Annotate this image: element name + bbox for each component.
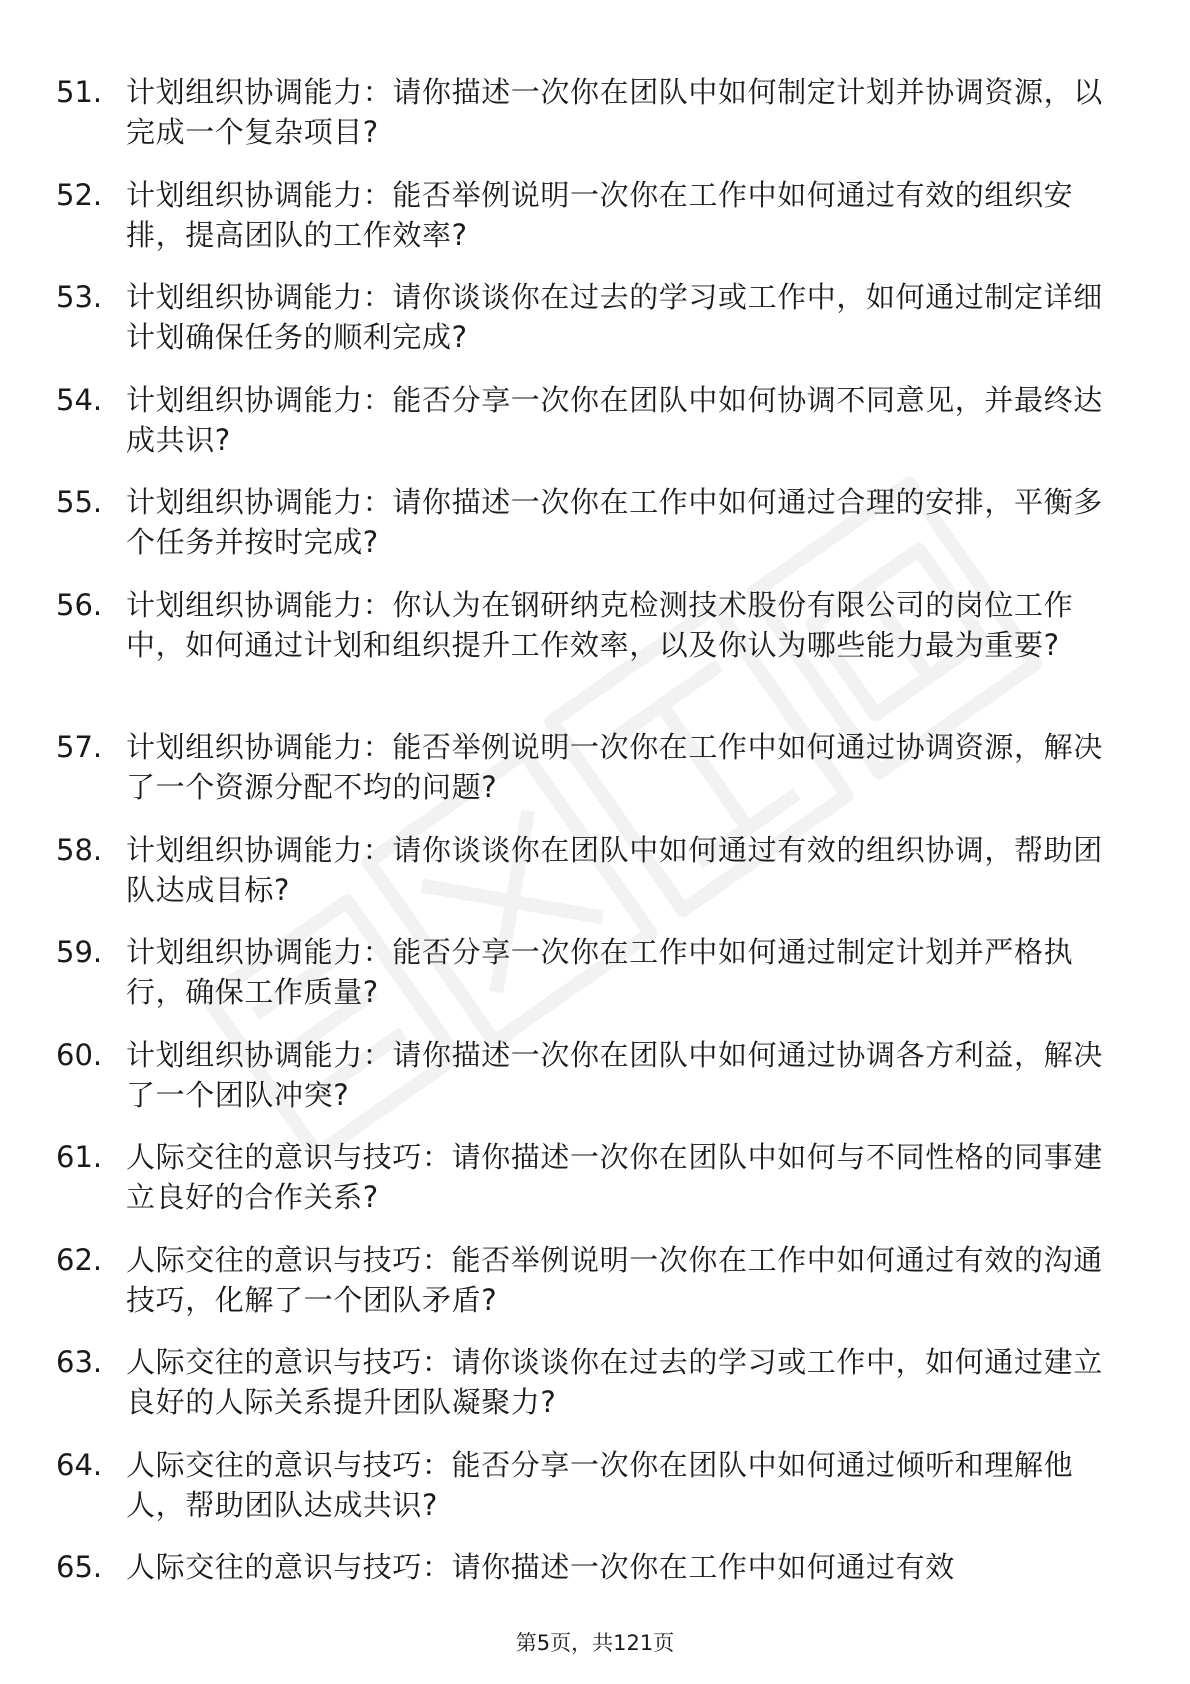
question-text: 人际交往的意识与技巧：能否分享一次你在团队中如何通过倾听和理解他人，帮助团队达成共识? bbox=[126, 1447, 1074, 1522]
question-item bbox=[0, 72, 1190, 152]
question-list bbox=[0, 72, 1190, 1610]
question-number: 65. bbox=[56, 1550, 103, 1584]
question-item bbox=[0, 1137, 1190, 1217]
question-text: 计划组织协调能力：请你描述一次你在工作中如何通过合理的安排，平衡多个任务并按时完成? bbox=[126, 485, 1103, 559]
question-item bbox=[0, 585, 1190, 705]
question-item bbox=[0, 1035, 1190, 1115]
question-text: 计划组织协调能力：能否分享一次你在团队中如何协调不同意见，并最终达成共识? bbox=[126, 382, 1103, 457]
question-item bbox=[0, 277, 1190, 357]
question-number: 55. bbox=[56, 485, 103, 519]
question-number: 58. bbox=[56, 832, 103, 867]
question-number: 54. bbox=[56, 382, 103, 417]
question-number: 64. bbox=[56, 1447, 103, 1482]
page-footer bbox=[0, 1628, 1190, 1658]
question-text: 人际交往的意识与技巧：请你描述一次你在团队中如何与不同性格的同事建立良好的合作关系? bbox=[126, 1140, 1103, 1214]
question-number: 59. bbox=[56, 935, 103, 969]
question-number: 63. bbox=[56, 1345, 103, 1379]
question-item bbox=[0, 1342, 1190, 1422]
question-number: 52. bbox=[56, 177, 103, 212]
page-number-label: 第5页，共121页 bbox=[515, 1631, 675, 1655]
question-item bbox=[0, 932, 1190, 1012]
question-text: 人际交往的意识与技巧：请你谈谈你在过去的学习或工作中，如何通过建立良好的人际关系提升团队凝聚力? bbox=[126, 1345, 1103, 1419]
question-item bbox=[0, 175, 1190, 255]
question-item bbox=[0, 482, 1190, 562]
question-number: 53. bbox=[56, 280, 103, 314]
question-item bbox=[0, 380, 1190, 460]
question-text: 计划组织协调能力：你认为在钢研纳克检测技术股份有限公司的岗位工作中，如何通过计划和组织提升工作效率，以及你认为哪些能力最为重要? bbox=[126, 587, 1074, 662]
question-item bbox=[0, 1240, 1190, 1320]
question-text: 人际交往的意识与技巧：能否举例说明一次你在工作中如何通过有效的沟通技巧，化解了一个团队矛盾? bbox=[126, 1242, 1103, 1317]
question-number: 60. bbox=[56, 1037, 103, 1072]
question-text: 人际交往的意识与技巧：请你描述一次你在工作中如何通过有效 bbox=[126, 1550, 955, 1584]
question-text: 计划组织协调能力：能否举例说明一次你在工作中如何通过有效的组织安排，提高团队的工作效率? bbox=[126, 177, 1074, 252]
question-text: 计划组织协调能力：请你描述一次你在团队中如何通过协调各方利益，解决了一个团队冲突? bbox=[126, 1037, 1103, 1112]
question-number: 57. bbox=[56, 730, 103, 764]
question-text: 计划组织协调能力：能否举例说明一次你在工作中如何通过协调资源，解决了一个资源分配不均的问题? bbox=[126, 730, 1103, 804]
question-number: 56. bbox=[56, 587, 103, 622]
question-number: 51. bbox=[56, 75, 103, 109]
question-number: 61. bbox=[56, 1140, 103, 1174]
question-text: 计划组织协调能力：请你谈谈你在过去的学习或工作中，如何通过制定详细计划确保任务的顺利完成? bbox=[126, 280, 1103, 354]
question-item bbox=[0, 830, 1190, 910]
question-text: 计划组织协调能力：请你描述一次你在团队中如何制定计划并协调资源，以完成一个复杂项目? bbox=[126, 75, 1103, 149]
question-item bbox=[0, 727, 1190, 807]
question-text: 计划组织协调能力：请你谈谈你在团队中如何通过有效的组织协调，帮助团队达成目标? bbox=[126, 832, 1103, 907]
question-text: 计划组织协调能力：能否分享一次你在工作中如何通过制定计划并严格执行，确保工作质量? bbox=[126, 935, 1074, 1009]
question-number: 62. bbox=[56, 1242, 103, 1277]
question-item bbox=[0, 1547, 1190, 1587]
question-item bbox=[0, 1445, 1190, 1525]
